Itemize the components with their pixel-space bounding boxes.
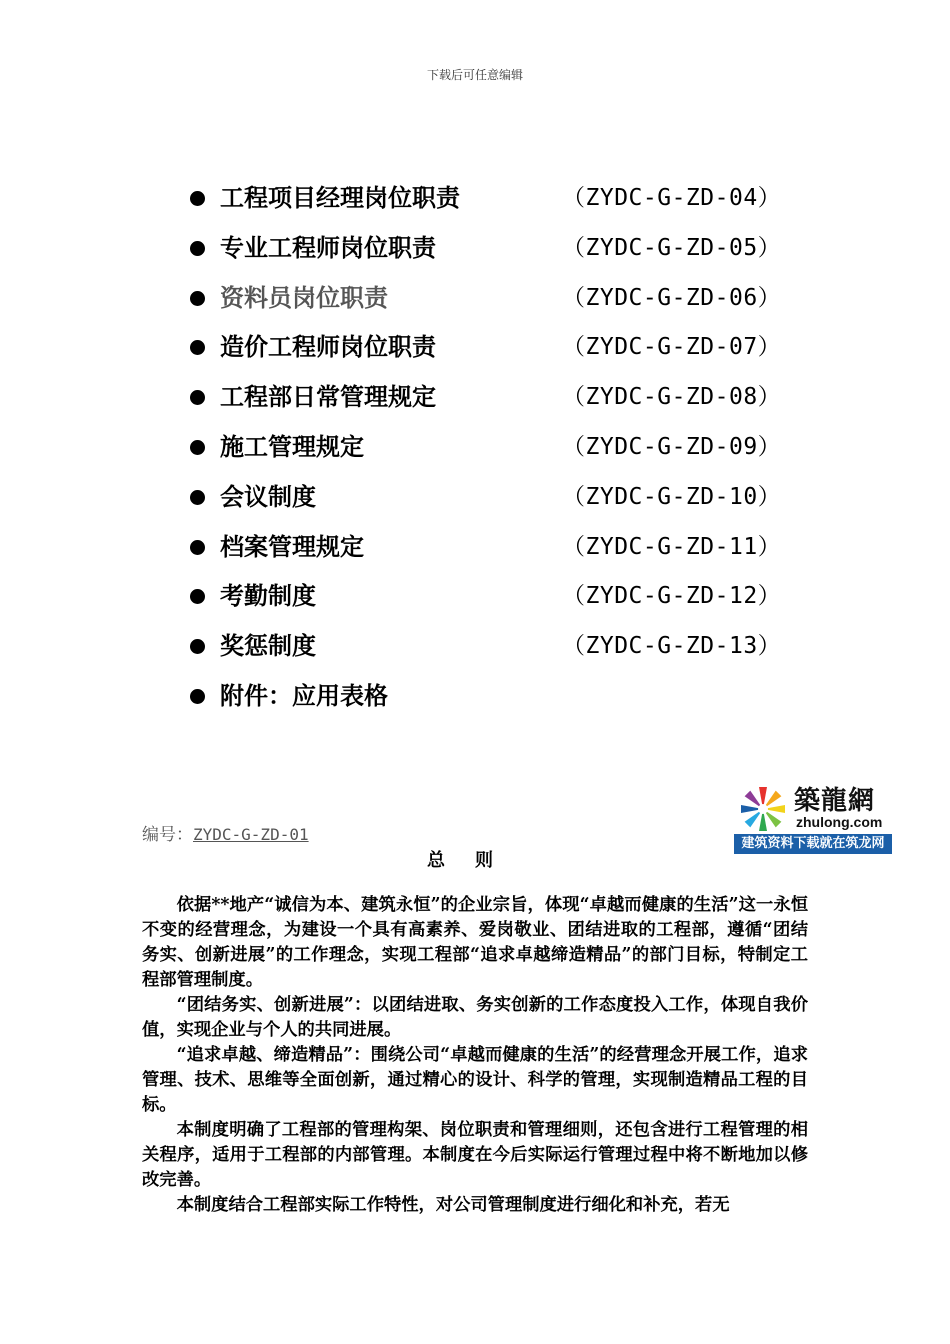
section-title-text: 总则 [427,850,523,871]
toc-item-code: （ZYDC-G-ZD-06） [562,284,782,311]
toc-item-code: （ZYDC-G-ZD-09） [562,433,782,460]
document-number [142,820,309,845]
paragraph: 本制度明确了工程部的管理构架、岗位职责和管理细则，还包含进行工程管理的相关程序，适用于工程部的内部管理。本制度在今后实际运行管理过程中将不断地加以修改完善。 [142,1120,808,1190]
table-of-contents [186,178,786,726]
toc-item-code: （ZYDC-G-ZD-05） [562,234,782,261]
toc-item-label: 档案管理规定 [220,531,364,561]
bullet-icon [190,340,205,355]
toc-item [186,676,786,726]
toc-item [186,327,786,377]
bullet-icon [190,440,205,455]
paragraph: “追求卓越、缔造精品”：围绕公司“卓越而健康的生活”的经营理念开展工作，追求管理、技术、思维等全面创新，通过精心的设计、科学的管理，实现制造精品工程的目标。 [142,1045,808,1115]
toc-item-label: 资料员岗位职责 [220,282,388,312]
toc-item [186,178,786,228]
toc-item-label: 工程项目经理岗位职责 [220,183,460,212]
paragraph: 依据**地产“诚信为本、建筑永恒”的企业宗旨，体现“卓越而健康的生活”这一永恒不变的经营理念，为建设一个具有高素养、爱岗敬业、团结进取的工程部，遵循“团结务实、创新进展”的工作理念，实现工程部“追求卓越缔造精品”的部门目标，特制定工程部管理制度。 [142,895,808,990]
toc-item-code: （ZYDC-G-ZD-07） [562,334,782,361]
zhulong-logo [734,778,892,854]
bullet-icon [190,639,205,654]
body-text [142,893,808,1218]
toc-item-label: 会议制度 [220,481,316,511]
toc-item [186,527,786,577]
toc-item [186,626,786,676]
logo-tagline: 建筑资料下载就在筑龙网 [734,834,892,854]
bullet-icon [190,241,205,256]
bullet-icon [190,540,205,555]
toc-item-code: （ZYDC-G-ZD-12） [562,583,782,610]
bullet-icon [190,490,205,505]
bullet-icon [190,291,205,306]
toc-item [186,477,786,527]
toc-item-label: 考勤制度 [220,581,316,611]
toc-item-code: （ZYDC-G-ZD-04） [562,185,782,211]
toc-item-label: 施工管理规定 [220,431,364,461]
toc-item-label: 附件：应用表格 [220,680,388,710]
toc-item [186,278,786,328]
toc-item-label: 工程部日常管理规定 [220,382,436,412]
bullet-icon [190,689,205,704]
toc-item [186,427,786,477]
pinwheel-logo-icon [738,784,788,834]
header-note: 下载后可任意编辑 [426,68,523,82]
toc-item-code: （ZYDC-G-ZD-13） [562,633,782,660]
toc-item-code: （ZYDC-G-ZD-10） [562,483,782,510]
bullet-icon [190,390,205,405]
section-title [0,846,950,872]
toc-item-code: （ZYDC-G-ZD-08） [562,384,782,411]
toc-item-label: 专业工程师岗位职责 [220,232,436,262]
bullet-icon [190,191,205,206]
toc-item-code: （ZYDC-G-ZD-11） [562,533,782,560]
logo-domain: zhulong.com [796,814,883,830]
document-number-label: 编号： [142,825,193,845]
logo-title: 築龍網 [794,786,876,816]
paragraph: 本制度结合工程部实际工作特性，对公司管理制度进行细化和补充，若无 [176,1195,730,1215]
toc-item [186,377,786,427]
document-number-value: ZYDC-G-ZD-01 [193,825,309,844]
toc-item-label: 奖惩制度 [220,631,316,661]
toc-item [186,228,786,278]
paragraph: “团结务实、创新进展”：以团结进取、务实创新的工作态度投入工作，体现自我价值，实现企业与个人的共同进展。 [142,995,808,1040]
toc-item-label: 造价工程师岗位职责 [220,332,436,362]
bullet-icon [190,589,205,604]
toc-item [186,576,786,626]
